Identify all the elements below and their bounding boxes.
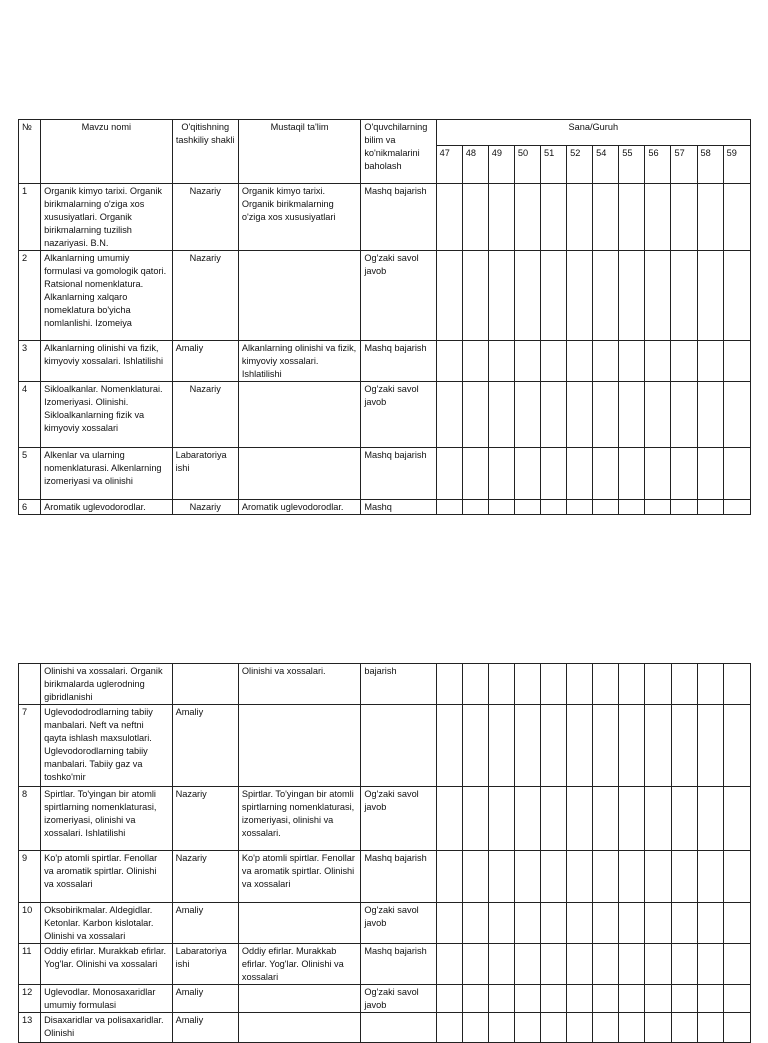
attendance-cell: [540, 341, 566, 382]
lesson-form: [172, 664, 238, 705]
attendance-cell: [462, 251, 488, 341]
assessment-method: Mashq: [361, 500, 436, 515]
attendance-cell: [645, 341, 671, 382]
lesson-number: 6: [19, 500, 41, 515]
assessment-method: Mashq bajarish: [361, 341, 436, 382]
attendance-cell: [567, 382, 593, 448]
header-number: №: [19, 120, 41, 184]
table-row: [19, 500, 751, 515]
attendance-cell: [593, 944, 619, 985]
group-number-cell: 48: [462, 146, 488, 184]
attendance-cell: [462, 851, 488, 903]
attendance-cell: [645, 251, 671, 341]
attendance-cell: [541, 705, 567, 787]
lesson-form: Amaliy: [172, 705, 238, 787]
attendance-cell: [619, 1013, 645, 1043]
independent-study: Ko'p atomli spirtlar. Fenollar va aromatik spirtlar. Olinishi va xossalari: [238, 851, 361, 903]
attendance-cell: [697, 787, 723, 851]
attendance-cell: [567, 184, 593, 251]
attendance-cell: [541, 1013, 567, 1043]
attendance-cell: [488, 184, 514, 251]
attendance-cell: [567, 903, 593, 944]
attendance-cell: [567, 985, 593, 1013]
attendance-cell: [645, 944, 671, 985]
lesson-form: Nazariy: [172, 500, 238, 515]
attendance-cell: [697, 500, 723, 515]
table-row: [19, 944, 751, 985]
attendance-cell: [619, 903, 645, 944]
attendance-cell: [488, 1013, 514, 1043]
attendance-cell: [697, 705, 723, 787]
attendance-cell: [462, 341, 488, 382]
attendance-cell: [697, 448, 723, 500]
attendance-cell: [436, 251, 462, 341]
group-number-cell: 56: [645, 146, 671, 184]
attendance-cell: [645, 500, 671, 515]
attendance-cell: [619, 341, 645, 382]
table-row: [19, 341, 751, 382]
attendance-cell: [436, 382, 462, 448]
independent-study: [238, 985, 361, 1013]
attendance-cell: [645, 903, 671, 944]
attendance-cell: [723, 903, 750, 944]
assessment-method: Og'zaki savol javob: [361, 787, 436, 851]
attendance-cell: [723, 1013, 750, 1043]
attendance-cell: [488, 851, 514, 903]
header-date-group: Sana/Guruh: [436, 120, 750, 146]
attendance-cell: [514, 184, 540, 251]
attendance-cell: [514, 664, 540, 705]
attendance-cell: [567, 500, 593, 515]
attendance-cell: [488, 664, 514, 705]
attendance-cell: [462, 985, 488, 1013]
lesson-plan-table-page-1: [18, 119, 751, 515]
attendance-cell: [619, 985, 645, 1013]
attendance-cell: [723, 851, 750, 903]
lesson-number: 1: [19, 184, 41, 251]
lesson-form: Nazariy: [172, 787, 238, 851]
attendance-cell: [567, 448, 593, 500]
lesson-topic: Oksobirikmalar. Aldegidlar. Ketonlar. Karbon kislotalar. Olinishi va xossalari: [41, 903, 173, 944]
lesson-topic: Alkenlar va ularning nomenklaturasi. Alkenlarning izomeriyasi va olinishi: [41, 448, 173, 500]
table-row: [19, 382, 751, 448]
attendance-cell: [723, 382, 750, 448]
independent-study: Organik kimyo tarixi. Organik birikmalarning o'ziga xos xususiyatlari: [238, 184, 360, 251]
attendance-cell: [645, 985, 671, 1013]
header-form: O'qitishning tashkiliy shakli: [172, 120, 238, 184]
assessment-method: Mashq bajarish: [361, 448, 436, 500]
attendance-cell: [514, 500, 540, 515]
group-number-cell: 50: [514, 146, 540, 184]
attendance-cell: [514, 787, 540, 851]
attendance-cell: [514, 1013, 540, 1043]
attendance-cell: [436, 664, 462, 705]
attendance-cell: [436, 341, 462, 382]
header-topic: Mavzu nomi: [41, 120, 173, 184]
attendance-cell: [671, 1013, 697, 1043]
attendance-cell: [671, 184, 697, 251]
attendance-cell: [671, 705, 697, 787]
attendance-cell: [697, 382, 723, 448]
group-number-cell: 54: [593, 146, 619, 184]
lesson-plan-table-page-2: [18, 663, 751, 1043]
attendance-cell: [541, 944, 567, 985]
attendance-cell: [593, 787, 619, 851]
attendance-cell: [671, 664, 697, 705]
independent-study: [238, 448, 360, 500]
attendance-cell: [723, 787, 750, 851]
attendance-cell: [723, 664, 750, 705]
attendance-cell: [593, 341, 619, 382]
lesson-number: 4: [19, 382, 41, 448]
assessment-method: Og'zaki savol javob: [361, 251, 436, 341]
lesson-number: 2: [19, 251, 41, 341]
attendance-cell: [619, 787, 645, 851]
attendance-cell: [436, 787, 462, 851]
attendance-cell: [723, 944, 750, 985]
attendance-cell: [541, 664, 567, 705]
attendance-cell: [671, 903, 697, 944]
assessment-method: [361, 705, 436, 787]
attendance-cell: [645, 705, 671, 787]
attendance-cell: [540, 251, 566, 341]
attendance-cell: [514, 448, 540, 500]
attendance-cell: [723, 448, 750, 500]
attendance-cell: [567, 1013, 593, 1043]
attendance-cell: [567, 664, 593, 705]
attendance-cell: [462, 705, 488, 787]
assessment-method: Og'zaki savol javob: [361, 985, 436, 1013]
assessment-method: Og'zaki savol javob: [361, 382, 436, 448]
attendance-cell: [541, 787, 567, 851]
attendance-cell: [514, 985, 540, 1013]
attendance-cell: [540, 500, 566, 515]
attendance-cell: [488, 903, 514, 944]
attendance-cell: [593, 500, 619, 515]
table-header-row: [19, 120, 751, 146]
attendance-cell: [671, 944, 697, 985]
attendance-cell: [488, 341, 514, 382]
attendance-cell: [462, 664, 488, 705]
lesson-topic: Uglevodlar. Monosaxaridlar umumiy formulasi: [41, 985, 173, 1013]
attendance-cell: [645, 382, 671, 448]
lesson-topic: Olinishi va xossalari. Organik birikmalarda uglerodning gibridlanishi: [41, 664, 173, 705]
attendance-cell: [514, 705, 540, 787]
group-number-cell: 49: [488, 146, 514, 184]
group-number-cell: 57: [671, 146, 697, 184]
attendance-cell: [567, 341, 593, 382]
lesson-topic: Oddiy efirlar. Murakkab efirlar. Yog'lar. Olinishi va xossalari: [41, 944, 173, 985]
attendance-cell: [514, 944, 540, 985]
attendance-cell: [593, 448, 619, 500]
lesson-number: 3: [19, 341, 41, 382]
assessment-method: Mashq bajarish: [361, 851, 436, 903]
attendance-cell: [671, 251, 697, 341]
lesson-form: Nazariy: [172, 851, 238, 903]
lesson-topic: Spirtlar. To'yingan bir atomli spirtlarning nomenklaturasi, izomeriyasi, olinishi va xossalari. Ishlatilishi: [41, 787, 173, 851]
attendance-cell: [697, 1013, 723, 1043]
table-row: [19, 705, 751, 787]
lesson-form: Nazariy: [172, 184, 238, 251]
attendance-cell: [619, 184, 645, 251]
group-number-cell: 58: [697, 146, 723, 184]
assessment-method: [361, 1013, 436, 1043]
attendance-cell: [671, 500, 697, 515]
table-row: [19, 184, 751, 251]
attendance-cell: [671, 448, 697, 500]
attendance-cell: [697, 664, 723, 705]
attendance-cell: [462, 184, 488, 251]
attendance-cell: [514, 251, 540, 341]
attendance-cell: [619, 664, 645, 705]
attendance-cell: [593, 251, 619, 341]
attendance-cell: [462, 1013, 488, 1043]
attendance-cell: [436, 903, 462, 944]
attendance-cell: [541, 903, 567, 944]
attendance-cell: [619, 944, 645, 985]
assessment-method: Mashq bajarish: [361, 184, 436, 251]
attendance-cell: [671, 851, 697, 903]
attendance-cell: [436, 985, 462, 1013]
attendance-cell: [593, 664, 619, 705]
attendance-cell: [514, 851, 540, 903]
attendance-cell: [488, 500, 514, 515]
attendance-cell: [593, 985, 619, 1013]
attendance-cell: [697, 903, 723, 944]
lesson-number: 9: [19, 851, 41, 903]
attendance-cell: [723, 251, 750, 341]
attendance-cell: [462, 382, 488, 448]
lesson-number: 12: [19, 985, 41, 1013]
assessment-method: Og'zaki savol javob: [361, 903, 436, 944]
attendance-cell: [697, 985, 723, 1013]
attendance-cell: [645, 664, 671, 705]
attendance-cell: [645, 851, 671, 903]
attendance-cell: [671, 787, 697, 851]
group-number-cell: 47: [436, 146, 462, 184]
lesson-form: Amaliy: [172, 903, 238, 944]
attendance-cell: [514, 382, 540, 448]
attendance-cell: [593, 851, 619, 903]
lesson-form: Nazariy: [172, 251, 238, 341]
attendance-cell: [541, 985, 567, 1013]
lesson-number: 7: [19, 705, 41, 787]
attendance-cell: [723, 705, 750, 787]
group-number-cell: 51: [540, 146, 566, 184]
lesson-form: Labaratoriya ishi: [172, 944, 238, 985]
attendance-cell: [723, 184, 750, 251]
attendance-cell: [462, 944, 488, 985]
attendance-cell: [697, 851, 723, 903]
attendance-cell: [488, 787, 514, 851]
independent-study: Oddiy efirlar. Murakkab efirlar. Yog'lar. Olinishi va xossalari: [238, 944, 361, 985]
attendance-cell: [488, 448, 514, 500]
lesson-form: Amaliy: [172, 1013, 238, 1043]
lesson-topic: Uglevododrodlarning tabiiy manbalari. Neft va neftni qayta ishlash maxsulotlari. Uglevodorodlarning tabiiy manbalari. Tabiiy gaz va toshko'mir: [41, 705, 173, 787]
assessment-method: bajarish: [361, 664, 436, 705]
attendance-cell: [514, 341, 540, 382]
assessment-method: Mashq bajarish: [361, 944, 436, 985]
attendance-cell: [697, 341, 723, 382]
attendance-cell: [488, 985, 514, 1013]
lesson-form: Amaliy: [172, 341, 238, 382]
independent-study: [238, 705, 361, 787]
attendance-cell: [540, 448, 566, 500]
attendance-cell: [697, 251, 723, 341]
independent-study: [238, 903, 361, 944]
attendance-cell: [541, 851, 567, 903]
table-row: [19, 787, 751, 851]
attendance-cell: [540, 184, 566, 251]
table-row: [19, 851, 751, 903]
attendance-cell: [514, 903, 540, 944]
attendance-cell: [436, 500, 462, 515]
independent-study: Alkanlarning olinishi va fizik, kimyoviy xossalari. Ishlatilishi: [238, 341, 360, 382]
lesson-number: 11: [19, 944, 41, 985]
attendance-cell: [462, 903, 488, 944]
lesson-number: 13: [19, 1013, 41, 1043]
group-number-cell: 59: [723, 146, 750, 184]
attendance-cell: [462, 448, 488, 500]
lesson-topic: Aromatik uglevodorodlar.: [41, 500, 173, 515]
table-row: [19, 903, 751, 944]
lesson-number: [19, 664, 41, 705]
attendance-cell: [723, 500, 750, 515]
attendance-cell: [436, 184, 462, 251]
attendance-cell: [436, 851, 462, 903]
attendance-cell: [436, 448, 462, 500]
lesson-form: Amaliy: [172, 985, 238, 1013]
attendance-cell: [645, 184, 671, 251]
attendance-cell: [567, 787, 593, 851]
attendance-cell: [619, 251, 645, 341]
attendance-cell: [488, 944, 514, 985]
attendance-cell: [697, 184, 723, 251]
independent-study: Olinishi va xossalari.: [238, 664, 361, 705]
group-number-cell: 52: [567, 146, 593, 184]
lesson-topic: Organik kimyo tarixi. Organik birikmalarning o'ziga xos xususiyatlari. Organik birikmalarning tuzilish nazariyasi. B.N.: [41, 184, 173, 251]
attendance-cell: [462, 500, 488, 515]
attendance-cell: [436, 705, 462, 787]
independent-study: Aromatik uglevodorodlar.: [238, 500, 360, 515]
independent-study: Spirtlar. To'yingan bir atomli spirtlarning nomenklaturasi, izomeriyasi, olinishi va xossalari.: [238, 787, 361, 851]
lesson-number: 5: [19, 448, 41, 500]
attendance-cell: [619, 448, 645, 500]
independent-study: [238, 382, 360, 448]
attendance-cell: [619, 382, 645, 448]
attendance-cell: [671, 382, 697, 448]
attendance-cell: [645, 1013, 671, 1043]
attendance-cell: [567, 251, 593, 341]
attendance-cell: [593, 1013, 619, 1043]
attendance-cell: [436, 944, 462, 985]
attendance-cell: [645, 448, 671, 500]
table-row: [19, 664, 751, 705]
independent-study: [238, 251, 360, 341]
attendance-cell: [619, 705, 645, 787]
attendance-cell: [436, 1013, 462, 1043]
attendance-cell: [645, 787, 671, 851]
attendance-cell: [462, 787, 488, 851]
lesson-topic: Ko'p atomli spirtlar. Fenollar va aromatik spirtlar. Olinishi va xossalari: [41, 851, 173, 903]
table-row: [19, 985, 751, 1013]
attendance-cell: [567, 705, 593, 787]
attendance-cell: [488, 382, 514, 448]
lesson-number: 8: [19, 787, 41, 851]
attendance-cell: [593, 184, 619, 251]
lesson-topic: Disaxaridlar va polisaxaridlar. Olinishi: [41, 1013, 173, 1043]
header-independent-study: Mustaqil ta'lim: [238, 120, 360, 184]
attendance-cell: [540, 382, 566, 448]
group-number-cell: 55: [619, 146, 645, 184]
lesson-form: Nazariy: [172, 382, 238, 448]
attendance-cell: [723, 341, 750, 382]
attendance-cell: [671, 341, 697, 382]
attendance-cell: [488, 251, 514, 341]
attendance-cell: [619, 851, 645, 903]
attendance-cell: [567, 944, 593, 985]
table-row: [19, 1013, 751, 1043]
header-assessment: O'quvchilarning bilim va ko'nikmalarini baholash: [361, 120, 436, 184]
table-row: [19, 448, 751, 500]
attendance-cell: [593, 903, 619, 944]
lesson-number: 10: [19, 903, 41, 944]
attendance-cell: [671, 985, 697, 1013]
independent-study: [238, 1013, 361, 1043]
lesson-topic: Alkanlarning olinishi va fizik, kimyoviy xossalari. Ishlatilishi: [41, 341, 173, 382]
attendance-cell: [723, 985, 750, 1013]
lesson-topic: Alkanlarning umumiy formulasi va gomologik qatori. Ratsional nomenklatura. Alkanlarning xalqaro nomeklatura bo'yicha nomlanlishi. Izomeiya: [41, 251, 173, 341]
attendance-cell: [567, 851, 593, 903]
attendance-cell: [593, 382, 619, 448]
attendance-cell: [697, 944, 723, 985]
lesson-topic: Sikloalkanlar. Nomenklaturai. Izomeriyasi. Olinishi. Sikloalkanlarning fizik va kimyoviy xossalari: [41, 382, 173, 448]
attendance-cell: [619, 500, 645, 515]
table-row: [19, 251, 751, 341]
attendance-cell: [488, 705, 514, 787]
lesson-form: Labaratoriya ishi: [172, 448, 238, 500]
attendance-cell: [593, 705, 619, 787]
